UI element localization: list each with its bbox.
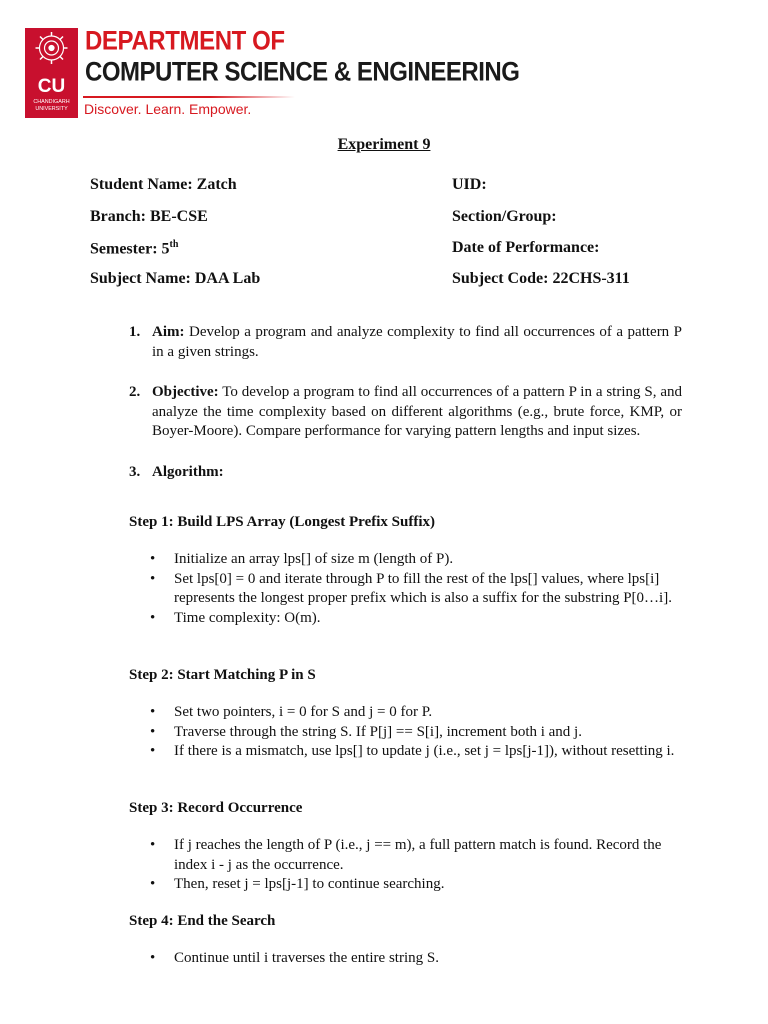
- svg-text:UNIVERSITY: UNIVERSITY: [35, 106, 68, 112]
- svg-text:CHANDIGARH: CHANDIGARH: [33, 99, 70, 105]
- list-item: • If j reaches the length of P (i.e., j == m), a full pattern match is found. Record the index i - j as the occurrence.: [150, 837, 662, 873]
- aim-number: 1.: [129, 324, 141, 340]
- aim-section: [129, 323, 682, 362]
- list-item: • Then, reset j = lps[j-1] to continue searching.: [150, 876, 445, 892]
- university-logo: [25, 28, 78, 118]
- branch: Branch: BE-CSE: [90, 208, 208, 225]
- algorithm-label: Algorithm:: [152, 463, 224, 480]
- list-item: • Set lps[0] = 0 and iterate through P to fill the rest of the lps[] values, where lps[i] represents the longest proper prefix which is also a suffix for the substring P[0…i].: [150, 570, 672, 606]
- logo-cu-text: CU: [37, 76, 66, 97]
- aim-text: Develop a program and analyze complexity to find all occurrences of a pattern P in a given strings.: [152, 324, 683, 360]
- step-4-bullets: [150, 949, 690, 969]
- list-item: • Initialize an array lps[] of size m (length of P).: [150, 551, 454, 567]
- list-item: • Traverse through the string S. If P[j] == S[i], increment both i and j.: [150, 723, 582, 740]
- list-item: • Set two pointers, i = 0 for S and j = 0 for P.: [150, 704, 433, 720]
- list-item: • Time complexity: O(m).: [150, 609, 321, 626]
- step-4-heading: Step 4: End the Search: [129, 913, 276, 929]
- objective-number: 2.: [129, 384, 141, 400]
- date-of-performance: Date of Performance:: [452, 239, 600, 256]
- semester-suffix: th: [169, 239, 179, 250]
- algorithm-section: [129, 463, 682, 483]
- experiment-title: Experiment 9: [337, 136, 431, 153]
- department-subtitle: COMPUTER SCIENCE & ENGINEERING: [85, 57, 520, 88]
- step-3-heading: Step 3: Record Occurrence: [129, 800, 303, 816]
- step-2-bullets: [150, 703, 690, 762]
- department-header: [25, 26, 520, 122]
- header-rule: [83, 96, 295, 98]
- objective-label: Objective:: [152, 384, 219, 400]
- algorithm-number: 3.: [129, 463, 141, 480]
- subject-name: Subject Name: DAA Lab: [90, 270, 261, 287]
- section-list: [129, 323, 682, 482]
- step-1-heading: Step 1: Build LPS Array (Longest Prefix Suffix): [129, 514, 435, 530]
- tagline: Discover. Learn. Empower.: [84, 101, 252, 117]
- list-item: • If there is a mismatch, use lps[] to update j (i.e., set j = lps[j-1]), without resetting i.: [150, 743, 675, 759]
- step-2-heading: Step 2: Start Matching P in S: [129, 667, 316, 683]
- objective-section: [129, 383, 682, 442]
- section-group: Section/Group:: [452, 208, 557, 225]
- uid-label: UID:: [452, 176, 487, 193]
- student-name: Student Name: Zatch: [90, 176, 237, 193]
- aim-label: Aim:: [152, 324, 185, 340]
- department-title: DEPARTMENT OF: [85, 26, 285, 57]
- semester-text: Semester: 5: [90, 240, 170, 258]
- step-3-bullets: [150, 836, 690, 895]
- subject-code: Subject Code: 22CHS-311: [452, 270, 630, 287]
- objective-text: To develop a program to find all occurrences of a pattern P in a string S, and analyze the time complexity based on different algorithms (e.g., brute force, KMP, or Boyer-Moore). Compare performance for varying pattern lengths and input sizes.: [152, 384, 682, 439]
- list-item: • Continue until i traverses the entire string S.: [150, 950, 439, 966]
- semester: [90, 239, 178, 258]
- step-1-bullets: [150, 550, 690, 628]
